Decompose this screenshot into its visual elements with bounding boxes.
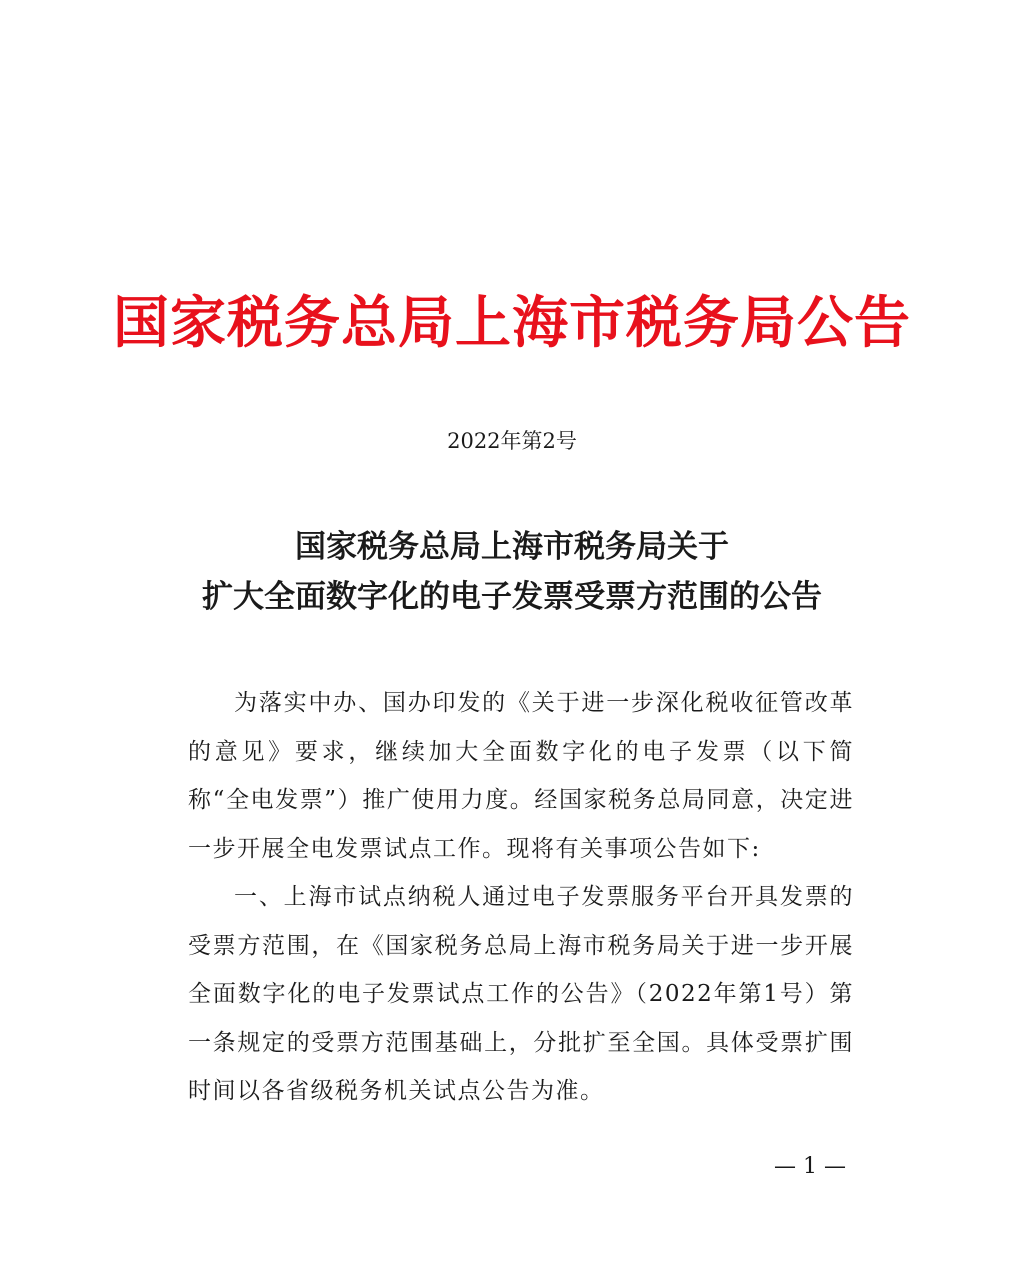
page-number: — 1 — [774, 1154, 846, 1179]
body-paragraph-2: 一、上海市试点纳税人通过电子发票服务平台开具发票的受票方范围，在《国家税务总局上海市税务局关于进一步开展全面数字化的电子发票试点工作的公告》（2022年第1号）第一条规定的受票方范围基础上，分批扩至全国。具体受票扩围时间以各省级税务机关试点公告为准。 [188, 884, 854, 1104]
document-body [188, 679, 854, 1116]
issuer-header: 国家税务总局上海市税务局公告 [113, 290, 911, 356]
document-title [0, 522, 1024, 622]
document-number: 2022年第2号 [447, 429, 577, 453]
document-title-line-2: 扩大全面数字化的电子发票受票方范围的公告 [202, 579, 822, 615]
document-title-line-1: 国家税务总局上海市税务局关于 [295, 529, 729, 565]
body-paragraph-1: 为落实中办、国办印发的《关于进一步深化税收征管改革的意见》要求，继续加大全面数字化的电子发票（以下简称“全电发票”）推广使用力度。经国家税务总局同意，决定进一步开展全电发票试点工作。现将有关事项公告如下: [188, 690, 854, 862]
